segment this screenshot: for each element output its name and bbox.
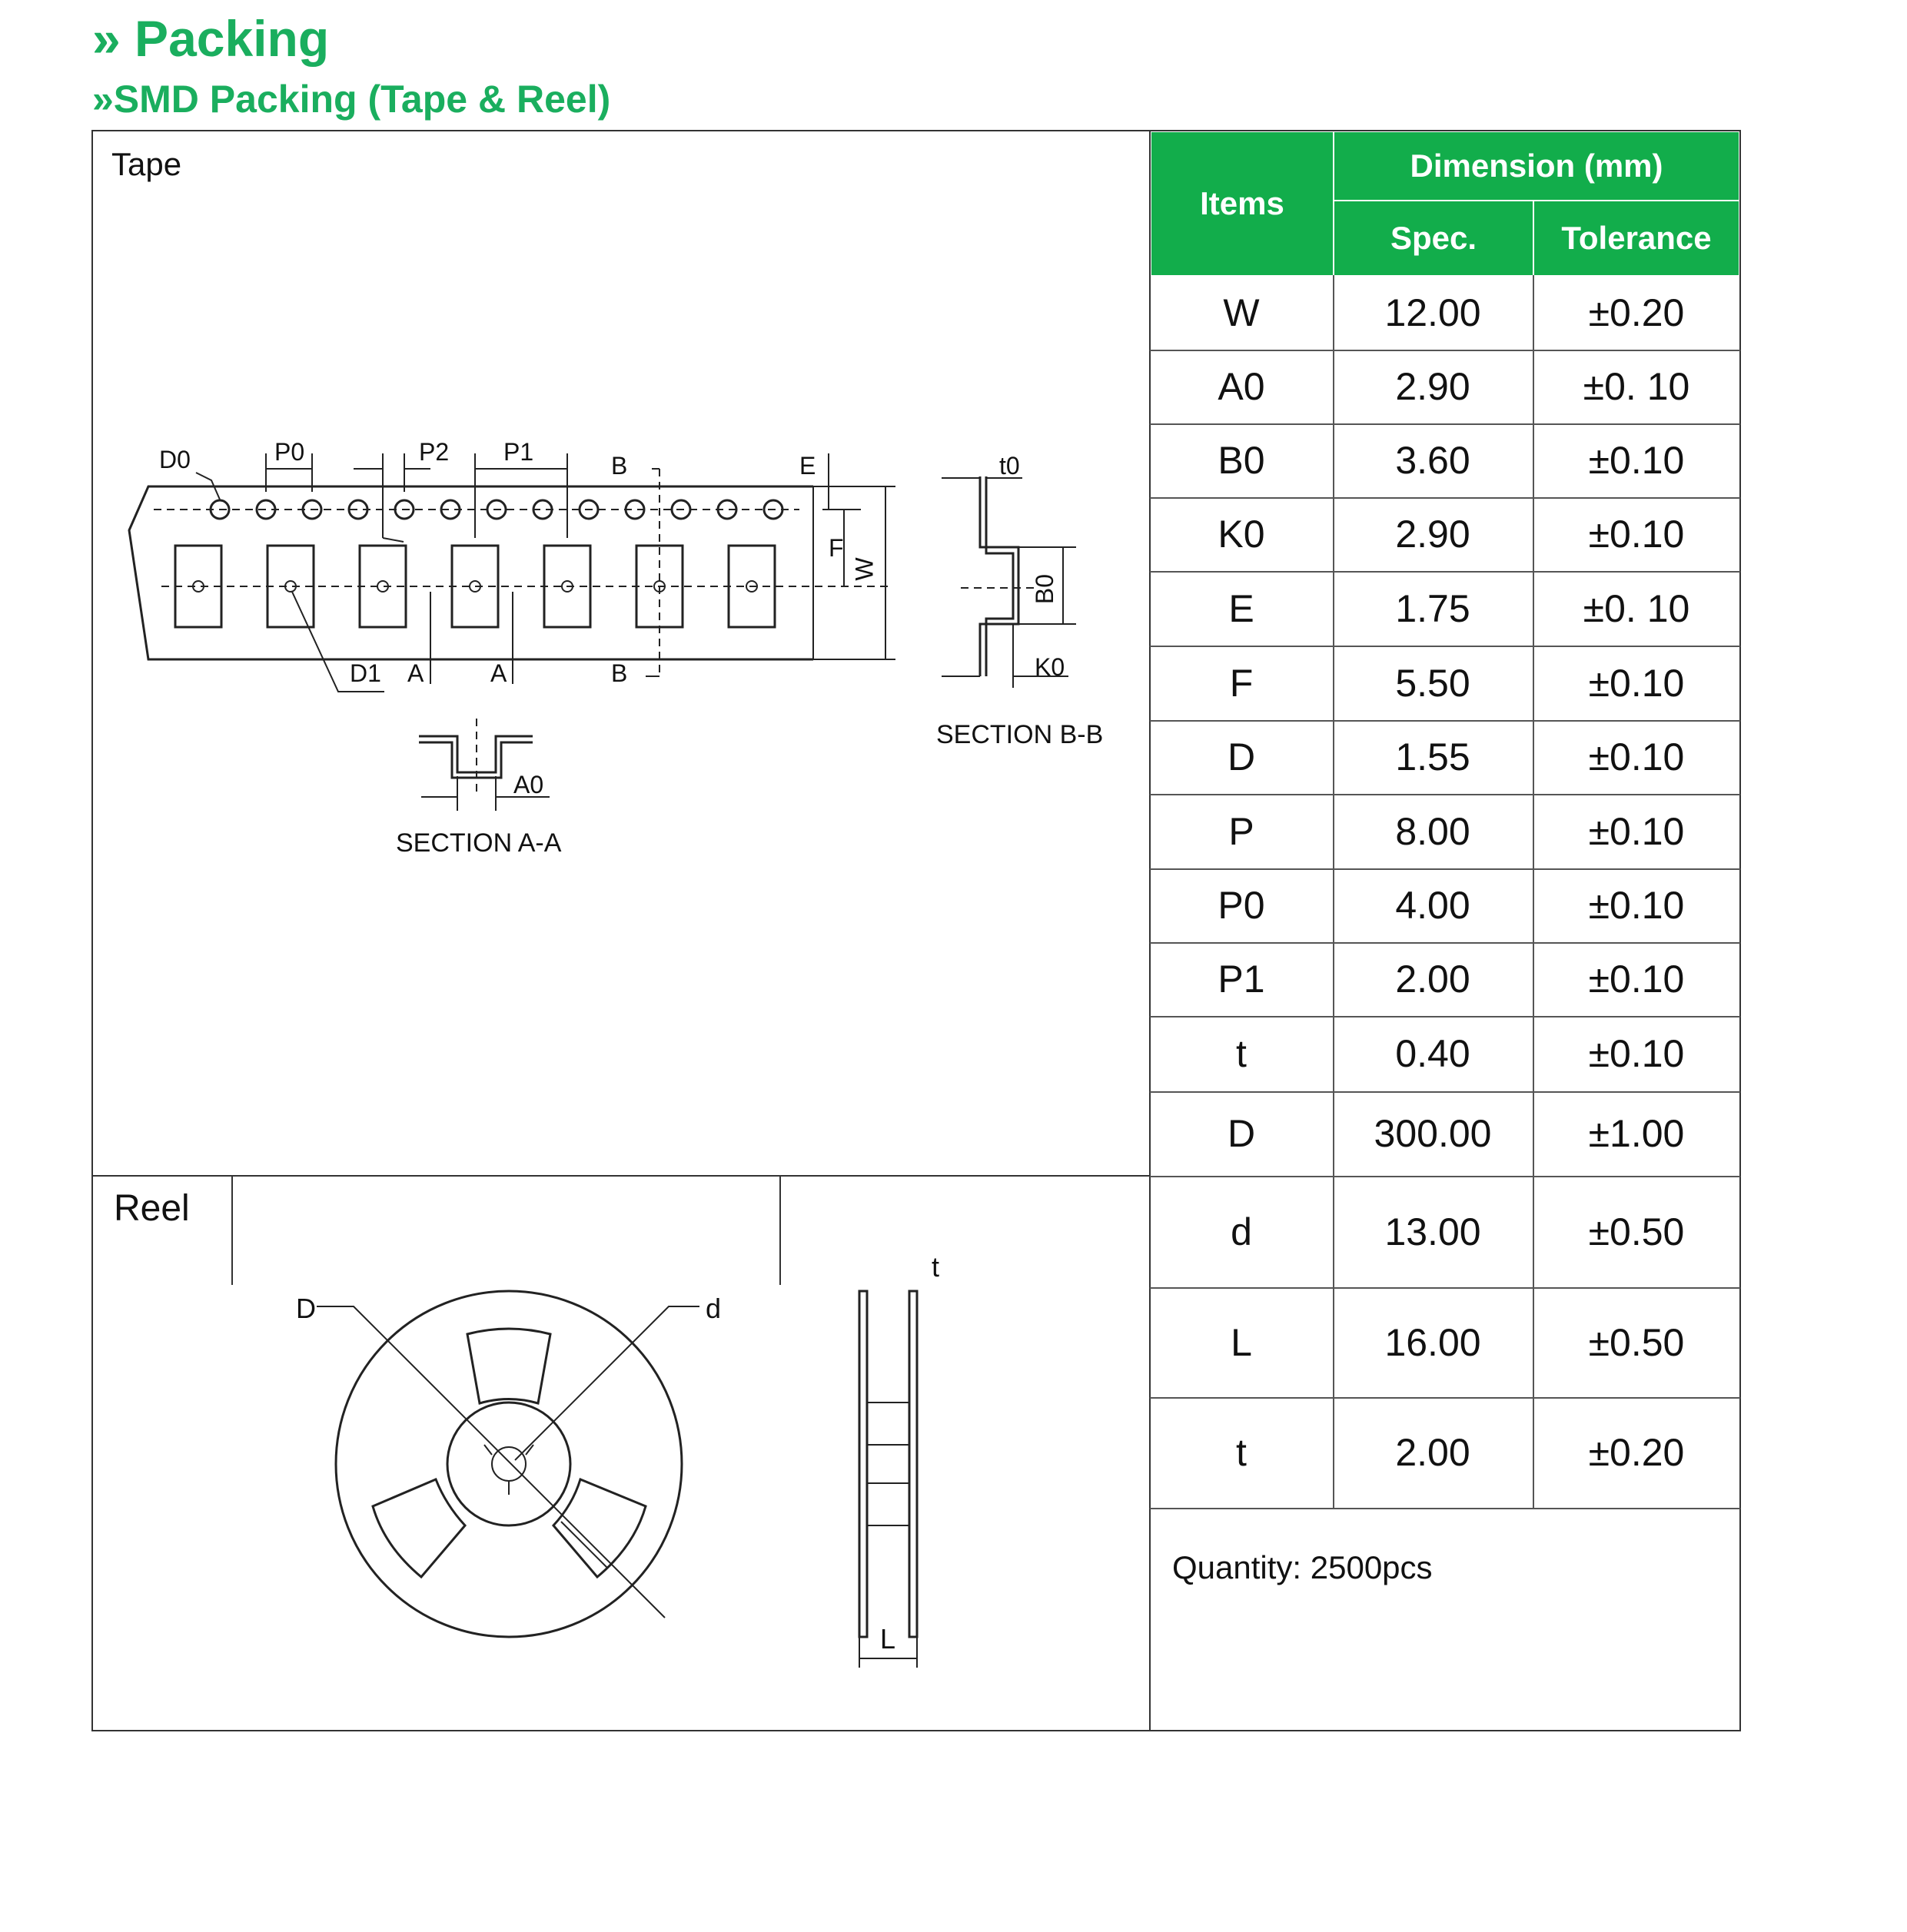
table-cell-item: P	[1228, 809, 1254, 853]
dim-label-d1: D1	[350, 659, 381, 687]
table-cell-spec: 0.40	[1395, 1032, 1470, 1075]
dim-label-p0: P0	[274, 438, 305, 466]
table-cell-spec: 1.75	[1395, 586, 1470, 630]
table-cell-spec: 12.00	[1384, 290, 1481, 334]
table-cell-item: P1	[1218, 958, 1265, 1001]
tape-diagram	[129, 453, 895, 692]
table-cell-tolerance: ±0. 10	[1583, 586, 1690, 630]
table-row-divider	[1150, 1508, 1740, 1509]
table-cell-item: E	[1228, 586, 1254, 630]
dim-label-b0: B0	[1031, 573, 1059, 605]
table-cell-tolerance: ±0.10	[1588, 958, 1685, 1001]
table-cell-tolerance: ±0.50	[1588, 1210, 1685, 1253]
table-cell-tolerance: ±0.50	[1588, 1320, 1685, 1364]
dim-label-a0: A0	[513, 771, 544, 798]
tape-label: Tape	[111, 146, 182, 182]
page-title: » Packing	[92, 10, 330, 67]
table-cell-tolerance: ±0.10	[1588, 661, 1685, 705]
table-cell-spec: 2.00	[1395, 958, 1470, 1001]
section-bb-label: SECTION B-B	[936, 720, 1104, 749]
table-cell-item: A0	[1218, 365, 1265, 408]
section-aa-label: SECTION A-A	[396, 828, 562, 858]
table-cell-tolerance: ±0.10	[1588, 439, 1685, 482]
table-cell-tolerance: ±0.10	[1588, 884, 1685, 927]
table-cell-spec: 8.00	[1395, 809, 1470, 853]
table-column-divider	[1533, 275, 1534, 1508]
dimension-header: Dimension (mm)	[1334, 132, 1739, 200]
table-cell-tolerance: ±0. 10	[1583, 365, 1690, 408]
table-column-divider	[1333, 275, 1334, 1508]
table-cell-item: d	[1231, 1210, 1252, 1253]
dim-label-a-left: A	[407, 659, 424, 687]
table-cell-item: t	[1236, 1032, 1247, 1075]
reel-dim-label-t: t	[932, 1251, 940, 1283]
table-cell-item: F	[1229, 661, 1254, 705]
table-cell-spec: 3.60	[1395, 439, 1470, 482]
dim-label-p1: P1	[503, 438, 534, 466]
table-cell-spec: 13.00	[1384, 1210, 1481, 1253]
dim-label-b-bottom: B	[611, 659, 628, 687]
table-cell-item: D	[1227, 735, 1256, 778]
reel-dim-label-d-outer: D	[296, 1293, 316, 1324]
reel-dim-label-d-inner: d	[706, 1293, 722, 1324]
dim-label-k0: K0	[1035, 653, 1065, 681]
dim-label-b-top: B	[611, 452, 628, 480]
reel-side-view	[859, 1291, 917, 1668]
dim-label-p2: P2	[419, 438, 450, 466]
dim-label-t0: t0	[999, 452, 1020, 480]
table-cell-spec: 1.55	[1395, 735, 1470, 778]
table-cell-tolerance: ±0.10	[1588, 809, 1685, 853]
table-cell-spec: 4.00	[1395, 884, 1470, 927]
page-subtitle: »SMD Packing (Tape & Reel)	[92, 78, 611, 121]
reel-dim-label-l: L	[880, 1623, 896, 1655]
items-header: Items	[1151, 132, 1333, 275]
table-cell-tolerance: ±0.20	[1588, 290, 1685, 334]
dim-label-w: W	[850, 557, 879, 581]
tolerance-header: Tolerance	[1534, 201, 1739, 275]
table-cell-spec: 16.00	[1384, 1320, 1481, 1364]
reel-label: Reel	[114, 1188, 190, 1229]
quantity-note: Quantity: 2500pcs	[1172, 1549, 1433, 1585]
table-cell-item: t	[1236, 1431, 1247, 1474]
table-cell-item: D	[1227, 1112, 1256, 1155]
dim-label-d0: D0	[159, 446, 191, 473]
table-cell-spec: 5.50	[1395, 661, 1470, 705]
table-cell-spec: 2.90	[1395, 365, 1470, 408]
table-cell-item: L	[1231, 1320, 1252, 1364]
dim-label-f: F	[829, 534, 844, 562]
table-cell-item: P0	[1218, 884, 1265, 927]
dim-label-e: E	[799, 452, 816, 480]
dim-label-a-right: A	[490, 659, 507, 687]
table-cell-tolerance: ±1.00	[1588, 1112, 1685, 1155]
table-cell-item: K0	[1218, 513, 1265, 556]
table-cell-tolerance: ±0.10	[1588, 735, 1685, 778]
spec-header: Spec.	[1334, 201, 1533, 275]
table-cell-spec: 2.00	[1395, 1431, 1470, 1474]
table-cell-item: B0	[1218, 439, 1265, 482]
table-cell-tolerance: ±0.10	[1588, 513, 1685, 556]
table-cell-spec: 300.00	[1374, 1112, 1492, 1155]
table-cell-tolerance: ±0.10	[1588, 1032, 1685, 1075]
table-cell-item: W	[1223, 290, 1260, 334]
reel-front-view	[317, 1291, 699, 1637]
table-cell-tolerance: ±0.20	[1588, 1431, 1685, 1474]
table-cell-spec: 2.90	[1395, 513, 1470, 556]
